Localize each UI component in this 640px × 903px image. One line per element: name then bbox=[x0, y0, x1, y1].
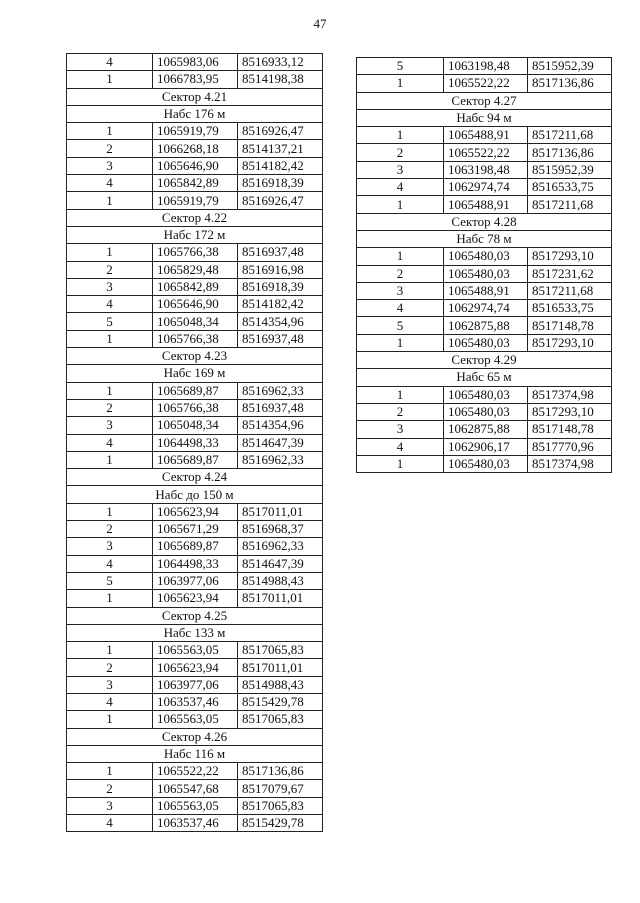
x-coordinate-cell: 1065829,48 bbox=[153, 261, 238, 278]
coordinate-row bbox=[67, 54, 323, 71]
point-number-cell: 1 bbox=[357, 386, 444, 403]
point-number-cell: 4 bbox=[67, 555, 153, 572]
y-coordinate-cell: 8514647,39 bbox=[238, 555, 323, 572]
coordinate-row bbox=[67, 313, 323, 330]
x-coordinate-cell: 1065480,03 bbox=[444, 265, 528, 282]
coordinate-row bbox=[67, 261, 323, 278]
sector-header-row bbox=[67, 209, 323, 226]
x-coordinate-cell: 1065766,38 bbox=[153, 399, 238, 416]
x-coordinate-cell: 1065563,05 bbox=[153, 797, 238, 814]
sector-header-row bbox=[67, 226, 323, 243]
point-number-cell: 3 bbox=[67, 538, 153, 555]
point-number-cell: 1 bbox=[67, 451, 153, 468]
coordinates-table-left bbox=[66, 53, 323, 832]
coordinate-row bbox=[357, 438, 612, 455]
point-number-cell: 3 bbox=[67, 417, 153, 434]
y-coordinate-cell: 8516968,37 bbox=[238, 521, 323, 538]
point-number-cell: 1 bbox=[67, 330, 153, 347]
x-coordinate-cell: 1062875,88 bbox=[444, 317, 528, 334]
y-coordinate-cell: 8514182,42 bbox=[238, 157, 323, 174]
y-coordinate-cell: 8516533,75 bbox=[528, 179, 612, 196]
coordinate-row bbox=[67, 399, 323, 416]
x-coordinate-cell: 1064498,33 bbox=[153, 555, 238, 572]
y-coordinate-cell: 8515952,39 bbox=[528, 161, 612, 178]
coordinate-row bbox=[67, 711, 323, 728]
x-coordinate-cell: 1062875,88 bbox=[444, 421, 528, 438]
x-coordinate-cell: 1065689,87 bbox=[153, 382, 238, 399]
point-number-cell: 5 bbox=[67, 313, 153, 330]
y-coordinate-cell: 8517374,98 bbox=[528, 386, 612, 403]
x-coordinate-cell: 1065919,79 bbox=[153, 123, 238, 140]
point-number-cell: 3 bbox=[357, 282, 444, 299]
y-coordinate-cell: 8517011,01 bbox=[238, 503, 323, 520]
sector-header-row bbox=[67, 105, 323, 122]
coordinate-row bbox=[357, 386, 612, 403]
y-coordinate-cell: 8517770,96 bbox=[528, 438, 612, 455]
sector-header-cell: Сектор 4.25 bbox=[67, 607, 323, 624]
y-coordinate-cell: 8514354,96 bbox=[238, 313, 323, 330]
point-number-cell: 2 bbox=[67, 659, 153, 676]
x-coordinate-cell: 1065646,90 bbox=[153, 157, 238, 174]
y-coordinate-cell: 8516962,33 bbox=[238, 382, 323, 399]
point-number-cell: 4 bbox=[67, 815, 153, 832]
y-coordinate-cell: 8515429,78 bbox=[238, 693, 323, 710]
coordinate-row bbox=[357, 334, 612, 351]
sector-header-cell: Сектор 4.22 bbox=[67, 209, 323, 226]
coordinate-row bbox=[67, 676, 323, 693]
point-number-cell: 4 bbox=[357, 438, 444, 455]
sector-header-row bbox=[357, 92, 612, 109]
coordinate-row bbox=[67, 538, 323, 555]
x-coordinate-cell: 1065048,34 bbox=[153, 313, 238, 330]
sector-header-row bbox=[67, 607, 323, 624]
coordinate-row bbox=[67, 434, 323, 451]
coordinate-row bbox=[67, 797, 323, 814]
sector-header-cell: Набс 172 м bbox=[67, 226, 323, 243]
coordinate-row bbox=[67, 244, 323, 261]
x-coordinate-cell: 1065623,94 bbox=[153, 659, 238, 676]
coordinate-row bbox=[67, 763, 323, 780]
x-coordinate-cell: 1062974,74 bbox=[444, 300, 528, 317]
coordinate-row bbox=[67, 659, 323, 676]
y-coordinate-cell: 8517065,83 bbox=[238, 642, 323, 659]
point-number-cell: 3 bbox=[67, 157, 153, 174]
coordinate-row bbox=[357, 75, 612, 92]
point-number-cell: 4 bbox=[67, 434, 153, 451]
sector-header-row bbox=[357, 369, 612, 386]
y-coordinate-cell: 8516916,98 bbox=[238, 261, 323, 278]
y-coordinate-cell: 8514198,38 bbox=[238, 71, 323, 88]
sector-header-row bbox=[357, 352, 612, 369]
point-number-cell: 4 bbox=[67, 296, 153, 313]
point-number-cell: 3 bbox=[67, 676, 153, 693]
y-coordinate-cell: 8515429,78 bbox=[238, 815, 323, 832]
sector-header-cell: Сектор 4.26 bbox=[67, 728, 323, 745]
x-coordinate-cell: 1063977,06 bbox=[153, 572, 238, 589]
coordinate-row bbox=[357, 58, 612, 75]
y-coordinate-cell: 8517374,98 bbox=[528, 455, 612, 472]
sector-header-cell: Набс 176 м bbox=[67, 105, 323, 122]
coordinate-row bbox=[67, 296, 323, 313]
coordinate-row bbox=[67, 521, 323, 538]
sector-header-cell: Сектор 4.28 bbox=[357, 213, 612, 230]
x-coordinate-cell: 1065480,03 bbox=[444, 386, 528, 403]
point-number-cell: 1 bbox=[67, 503, 153, 520]
sector-header-cell: Набс 94 м bbox=[357, 109, 612, 126]
sector-header-row bbox=[67, 624, 323, 641]
sector-header-cell: Набс до 150 м bbox=[67, 486, 323, 503]
point-number-cell: 4 bbox=[357, 300, 444, 317]
sector-header-row bbox=[67, 728, 323, 745]
sector-header-cell: Набс 65 м bbox=[357, 369, 612, 386]
x-coordinate-cell: 1063198,48 bbox=[444, 58, 528, 75]
y-coordinate-cell: 8516926,47 bbox=[238, 123, 323, 140]
x-coordinate-cell: 1065488,91 bbox=[444, 196, 528, 213]
y-coordinate-cell: 8516937,48 bbox=[238, 330, 323, 347]
x-coordinate-cell: 1063537,46 bbox=[153, 815, 238, 832]
x-coordinate-cell: 1065766,38 bbox=[153, 244, 238, 261]
point-number-cell: 2 bbox=[67, 780, 153, 797]
x-coordinate-cell: 1065480,03 bbox=[444, 334, 528, 351]
x-coordinate-cell: 1062974,74 bbox=[444, 179, 528, 196]
coordinate-row bbox=[357, 144, 612, 161]
coordinate-row bbox=[357, 179, 612, 196]
point-number-cell: 1 bbox=[357, 75, 444, 92]
y-coordinate-cell: 8517136,86 bbox=[528, 144, 612, 161]
y-coordinate-cell: 8516926,47 bbox=[238, 192, 323, 209]
point-number-cell: 4 bbox=[67, 693, 153, 710]
point-number-cell: 5 bbox=[357, 317, 444, 334]
y-coordinate-cell: 8516937,48 bbox=[238, 399, 323, 416]
x-coordinate-cell: 1065623,94 bbox=[153, 503, 238, 520]
x-coordinate-cell: 1065522,22 bbox=[444, 144, 528, 161]
x-coordinate-cell: 1065480,03 bbox=[444, 248, 528, 265]
point-number-cell: 1 bbox=[67, 123, 153, 140]
coordinate-row bbox=[67, 572, 323, 589]
y-coordinate-cell: 8516933,12 bbox=[238, 54, 323, 71]
point-number-cell: 4 bbox=[357, 179, 444, 196]
y-coordinate-cell: 8517211,68 bbox=[528, 196, 612, 213]
x-coordinate-cell: 1065919,79 bbox=[153, 192, 238, 209]
coordinate-row bbox=[67, 157, 323, 174]
x-coordinate-cell: 1063537,46 bbox=[153, 693, 238, 710]
coordinate-row bbox=[357, 196, 612, 213]
point-number-cell: 2 bbox=[67, 261, 153, 278]
coordinate-row bbox=[67, 693, 323, 710]
point-number-cell: 2 bbox=[67, 140, 153, 157]
x-coordinate-cell: 1065488,91 bbox=[444, 127, 528, 144]
x-coordinate-cell: 1063198,48 bbox=[444, 161, 528, 178]
y-coordinate-cell: 8517011,01 bbox=[238, 659, 323, 676]
coordinates-table-right bbox=[356, 57, 612, 473]
y-coordinate-cell: 8517293,10 bbox=[528, 248, 612, 265]
point-number-cell: 1 bbox=[67, 763, 153, 780]
sector-header-row bbox=[67, 365, 323, 382]
x-coordinate-cell: 1065983,06 bbox=[153, 54, 238, 71]
coordinate-row bbox=[67, 815, 323, 832]
sector-header-cell: Сектор 4.21 bbox=[67, 88, 323, 105]
x-coordinate-cell: 1065689,87 bbox=[153, 538, 238, 555]
coordinate-row bbox=[67, 140, 323, 157]
y-coordinate-cell: 8514988,43 bbox=[238, 572, 323, 589]
x-coordinate-cell: 1065646,90 bbox=[153, 296, 238, 313]
y-coordinate-cell: 8516918,39 bbox=[238, 278, 323, 295]
coordinate-row bbox=[67, 175, 323, 192]
point-number-cell: 3 bbox=[357, 161, 444, 178]
sector-header-row bbox=[67, 88, 323, 105]
point-number-cell: 1 bbox=[357, 127, 444, 144]
coordinate-row bbox=[67, 555, 323, 572]
x-coordinate-cell: 1065522,22 bbox=[153, 763, 238, 780]
x-coordinate-cell: 1065480,03 bbox=[444, 455, 528, 472]
point-number-cell: 5 bbox=[357, 58, 444, 75]
coordinate-row bbox=[67, 590, 323, 607]
sector-header-row bbox=[357, 109, 612, 126]
point-number-cell: 2 bbox=[357, 265, 444, 282]
coordinate-row bbox=[67, 382, 323, 399]
x-coordinate-cell: 1064498,33 bbox=[153, 434, 238, 451]
sector-header-cell: Набс 116 м bbox=[67, 745, 323, 762]
coordinate-row bbox=[67, 71, 323, 88]
y-coordinate-cell: 8517136,86 bbox=[528, 75, 612, 92]
x-coordinate-cell: 1065671,29 bbox=[153, 521, 238, 538]
x-coordinate-cell: 1065766,38 bbox=[153, 330, 238, 347]
point-number-cell: 1 bbox=[67, 71, 153, 88]
point-number-cell: 2 bbox=[67, 399, 153, 416]
y-coordinate-cell: 8516962,33 bbox=[238, 538, 323, 555]
sector-header-row bbox=[357, 230, 612, 247]
sector-header-cell: Набс 169 м bbox=[67, 365, 323, 382]
page-number: 47 bbox=[313, 16, 327, 31]
y-coordinate-cell: 8515952,39 bbox=[528, 58, 612, 75]
y-coordinate-cell: 8514988,43 bbox=[238, 676, 323, 693]
x-coordinate-cell: 1065547,68 bbox=[153, 780, 238, 797]
sector-header-row bbox=[67, 486, 323, 503]
y-coordinate-cell: 8517293,10 bbox=[528, 334, 612, 351]
coordinate-row bbox=[67, 417, 323, 434]
sector-header-cell: Сектор 4.27 bbox=[357, 92, 612, 109]
point-number-cell: 3 bbox=[67, 278, 153, 295]
sector-header-cell: Набс 78 м bbox=[357, 230, 612, 247]
point-number-cell: 1 bbox=[67, 192, 153, 209]
y-coordinate-cell: 8517148,78 bbox=[528, 421, 612, 438]
x-coordinate-cell: 1066783,95 bbox=[153, 71, 238, 88]
coordinate-row bbox=[67, 123, 323, 140]
coordinate-row bbox=[67, 192, 323, 209]
coordinate-row bbox=[357, 300, 612, 317]
sector-header-cell: Сектор 4.23 bbox=[67, 348, 323, 365]
y-coordinate-cell: 8517136,86 bbox=[238, 763, 323, 780]
y-coordinate-cell: 8516918,39 bbox=[238, 175, 323, 192]
x-coordinate-cell: 1065563,05 bbox=[153, 711, 238, 728]
y-coordinate-cell: 8516533,75 bbox=[528, 300, 612, 317]
sector-header-cell: Набс 133 м bbox=[67, 624, 323, 641]
point-number-cell: 5 bbox=[67, 572, 153, 589]
x-coordinate-cell: 1063977,06 bbox=[153, 676, 238, 693]
x-coordinate-cell: 1065623,94 bbox=[153, 590, 238, 607]
point-number-cell: 1 bbox=[357, 196, 444, 213]
y-coordinate-cell: 8517211,68 bbox=[528, 127, 612, 144]
coordinate-row bbox=[357, 421, 612, 438]
coordinate-row bbox=[357, 265, 612, 282]
point-number-cell: 3 bbox=[357, 421, 444, 438]
point-number-cell: 4 bbox=[67, 175, 153, 192]
point-number-cell: 2 bbox=[357, 403, 444, 420]
x-coordinate-cell: 1065842,89 bbox=[153, 175, 238, 192]
x-coordinate-cell: 1066268,18 bbox=[153, 140, 238, 157]
point-number-cell: 1 bbox=[357, 455, 444, 472]
y-coordinate-cell: 8517065,83 bbox=[238, 711, 323, 728]
coordinate-row bbox=[67, 503, 323, 520]
coordinate-row bbox=[357, 282, 612, 299]
coordinate-row bbox=[357, 403, 612, 420]
y-coordinate-cell: 8516937,48 bbox=[238, 244, 323, 261]
sector-header-row bbox=[67, 745, 323, 762]
point-number-cell: 2 bbox=[357, 144, 444, 161]
x-coordinate-cell: 1065480,03 bbox=[444, 403, 528, 420]
y-coordinate-cell: 8517231,62 bbox=[528, 265, 612, 282]
coordinate-row bbox=[357, 248, 612, 265]
point-number-cell: 1 bbox=[67, 711, 153, 728]
y-coordinate-cell: 8517148,78 bbox=[528, 317, 612, 334]
sector-header-row bbox=[357, 213, 612, 230]
x-coordinate-cell: 1065488,91 bbox=[444, 282, 528, 299]
point-number-cell: 1 bbox=[67, 642, 153, 659]
coordinate-row bbox=[357, 317, 612, 334]
y-coordinate-cell: 8517011,01 bbox=[238, 590, 323, 607]
x-coordinate-cell: 1062906,17 bbox=[444, 438, 528, 455]
sector-header-row bbox=[67, 469, 323, 486]
y-coordinate-cell: 8517065,83 bbox=[238, 797, 323, 814]
coordinate-row bbox=[67, 451, 323, 468]
sector-header-row bbox=[67, 348, 323, 365]
point-number-cell: 1 bbox=[357, 334, 444, 351]
x-coordinate-cell: 1065048,34 bbox=[153, 417, 238, 434]
point-number-cell: 1 bbox=[67, 244, 153, 261]
sector-header-cell: Сектор 4.29 bbox=[357, 352, 612, 369]
coordinate-row bbox=[357, 161, 612, 178]
y-coordinate-cell: 8516962,33 bbox=[238, 451, 323, 468]
y-coordinate-cell: 8517079,67 bbox=[238, 780, 323, 797]
point-number-cell: 1 bbox=[357, 248, 444, 265]
y-coordinate-cell: 8514354,96 bbox=[238, 417, 323, 434]
point-number-cell: 2 bbox=[67, 521, 153, 538]
sector-header-cell: Сектор 4.24 bbox=[67, 469, 323, 486]
coordinate-row bbox=[357, 127, 612, 144]
y-coordinate-cell: 8514647,39 bbox=[238, 434, 323, 451]
point-number-cell: 1 bbox=[67, 382, 153, 399]
y-coordinate-cell: 8517293,10 bbox=[528, 403, 612, 420]
point-number-cell: 3 bbox=[67, 797, 153, 814]
coordinate-row bbox=[67, 330, 323, 347]
coordinate-row bbox=[357, 455, 612, 472]
point-number-cell: 1 bbox=[67, 590, 153, 607]
y-coordinate-cell: 8514182,42 bbox=[238, 296, 323, 313]
y-coordinate-cell: 8514137,21 bbox=[238, 140, 323, 157]
coordinate-row bbox=[67, 278, 323, 295]
y-coordinate-cell: 8517211,68 bbox=[528, 282, 612, 299]
point-number-cell: 4 bbox=[67, 54, 153, 71]
x-coordinate-cell: 1065842,89 bbox=[153, 278, 238, 295]
x-coordinate-cell: 1065689,87 bbox=[153, 451, 238, 468]
x-coordinate-cell: 1065563,05 bbox=[153, 642, 238, 659]
x-coordinate-cell: 1065522,22 bbox=[444, 75, 528, 92]
coordinate-row bbox=[67, 642, 323, 659]
coordinate-row bbox=[67, 780, 323, 797]
